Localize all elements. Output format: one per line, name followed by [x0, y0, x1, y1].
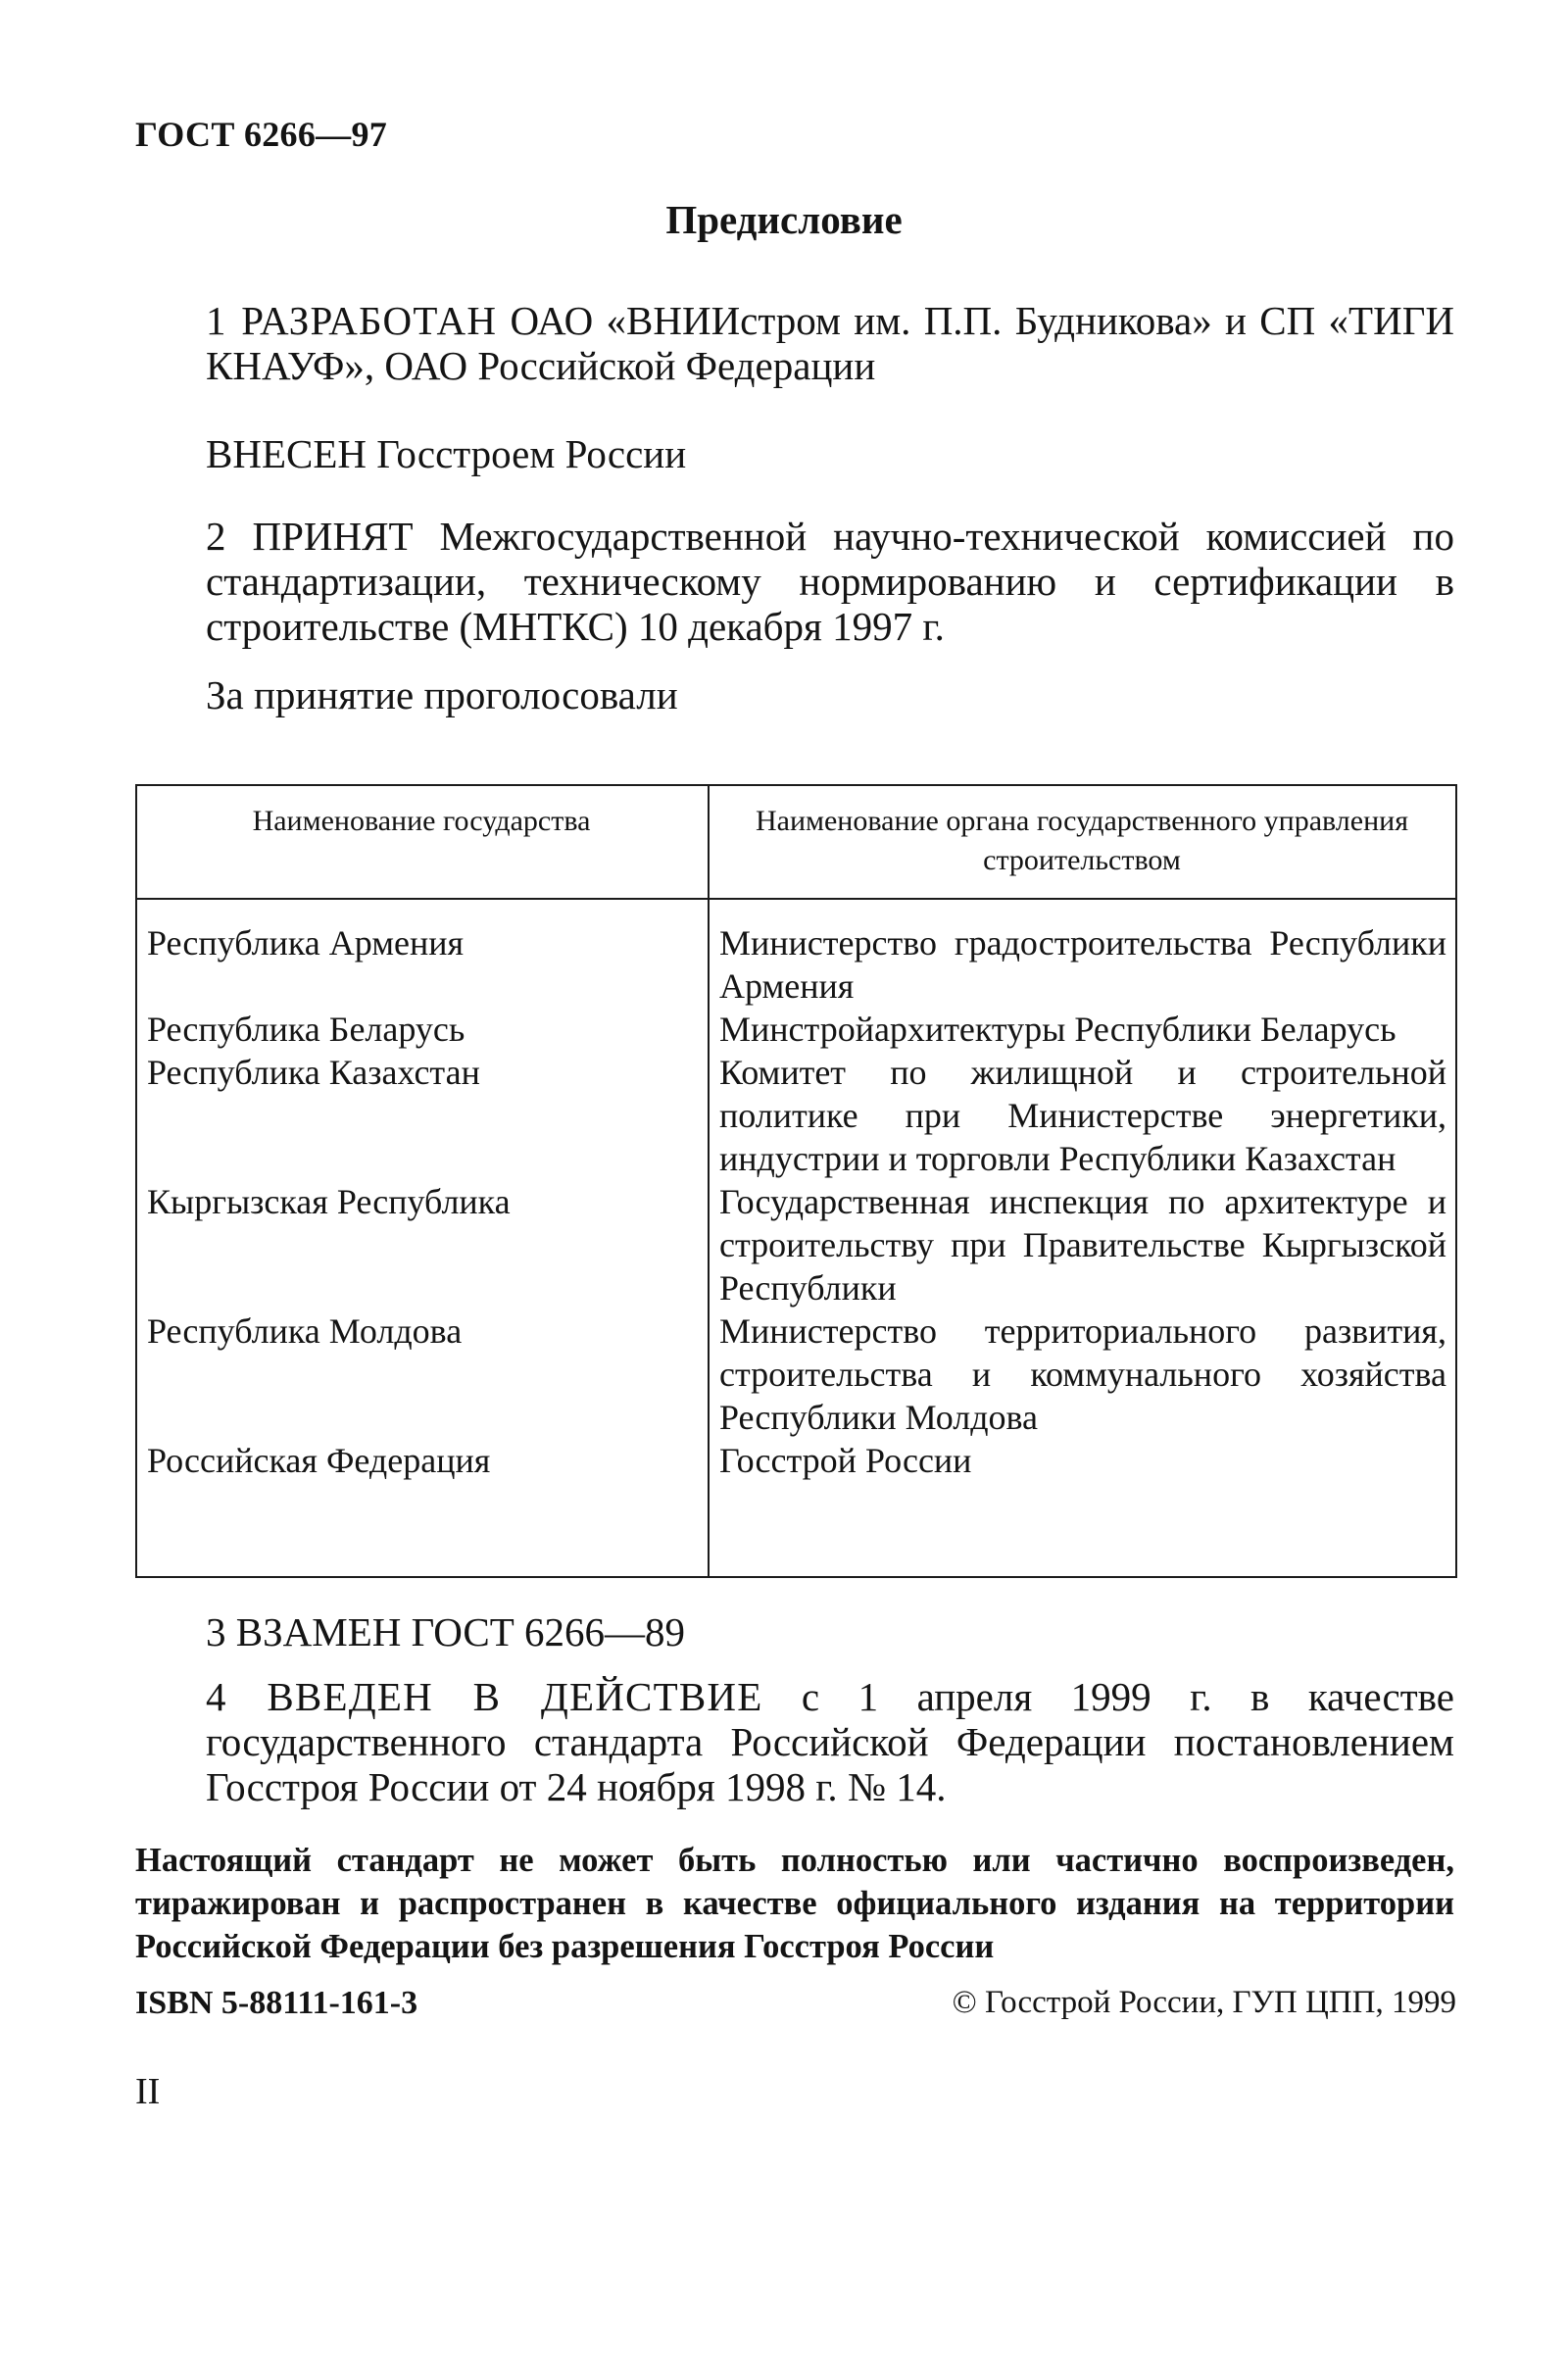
organ-name: Госстрой России — [719, 1441, 972, 1480]
item-replaces-label: 3 ВЗАМЕН — [206, 1609, 402, 1654]
table-row — [135, 1439, 1456, 1496]
item-accepted-text: Межгосударственной научно-технической комиссией по стандартизации, техническому нормированию и сертификации в строительстве (МНТКС) 10 декабря 1997 г. — [206, 514, 1454, 649]
organ-name: Государственная инспекция по архитектуре и строительству при Правительстве Кыргызской Республики — [719, 1182, 1446, 1308]
state-name: Республика Армения — [147, 923, 465, 963]
item-submitted-label: ВНЕСЕН — [206, 431, 367, 476]
state-name: Кыргызская Республика — [147, 1182, 511, 1221]
header-organ: Наименование органа государственного управления строительством — [708, 784, 1456, 899]
copyright: © Госстрой России, ГУП ЦПП, 1999 — [952, 1985, 1456, 2020]
item-submitted-text: Госстроем России — [376, 431, 687, 476]
item-submitted — [135, 431, 1454, 476]
vote-intro — [135, 672, 1454, 717]
item-developed — [135, 298, 1454, 388]
state-name: Российская Федерация — [147, 1441, 491, 1480]
item-replaces — [135, 1609, 1454, 1654]
document-code: ГОСТ 6266—97 — [135, 115, 388, 154]
voting-states-table — [135, 784, 1456, 1496]
page-number: II — [135, 2071, 161, 2112]
table-row — [135, 1008, 1456, 1051]
table-row — [135, 899, 1456, 1008]
table-row — [135, 1051, 1456, 1180]
item-accepted — [135, 514, 1454, 649]
table-row — [135, 1309, 1456, 1439]
item-developed-label: 1 РАЗРАБОТАН — [206, 298, 498, 343]
state-name: Республика Молдова — [147, 1311, 463, 1351]
organ-name: Министерство градостроительства Республики Армения — [719, 923, 1446, 1006]
item-accepted-label: 2 ПРИНЯТ — [206, 514, 414, 559]
isbn: ISBN 5-88111-161-3 — [135, 1985, 418, 2021]
state-name: Республика Беларусь — [147, 1010, 466, 1049]
organ-name: Комитет по жилищной и строительной политике при Министерстве энергетики, индустрии и торговли Республики Казахстан — [719, 1053, 1446, 1178]
state-name: Республика Казахстан — [147, 1053, 480, 1092]
table-column-divider — [708, 784, 710, 1578]
header-state: Наименование государства — [135, 784, 708, 899]
table-header-row — [135, 784, 1456, 899]
item-replaces-text: ГОСТ 6266—89 — [411, 1609, 686, 1654]
table-row — [135, 1180, 1456, 1309]
item-effective-text: с 1 апреля 1999 г. в качестве государственного стандарта Российской Федерации постановлением Госстроя России от 24 ноября 1998 г. № 14. — [206, 1674, 1454, 1809]
organ-name: Министерство территориального развития, строительства и коммунального хозяйства Республики Молдова — [719, 1311, 1446, 1437]
vote-intro-text: За принятие проголосовали — [206, 672, 678, 717]
item-developed-text: ОАО «ВНИИстром им. П.П. Будникова» и СП «ТИГИ КНАУФ», ОАО Российской Федерации — [206, 298, 1455, 388]
page-title: Предисловие — [665, 197, 903, 242]
reproduction-notice: Настоящий стандарт не может быть полностью или частично воспроизведен, тиражирован и распространен в качестве официального издания на территории Российской Федерации без разрешения Госстроя России — [135, 1842, 1454, 1965]
item-effective-label: 4 ВВЕДЕН В ДЕЙСТВИЕ — [206, 1674, 763, 1719]
item-effective — [135, 1674, 1454, 1809]
organ-name: Минстройархитектуры Республики Беларусь — [719, 1010, 1396, 1049]
